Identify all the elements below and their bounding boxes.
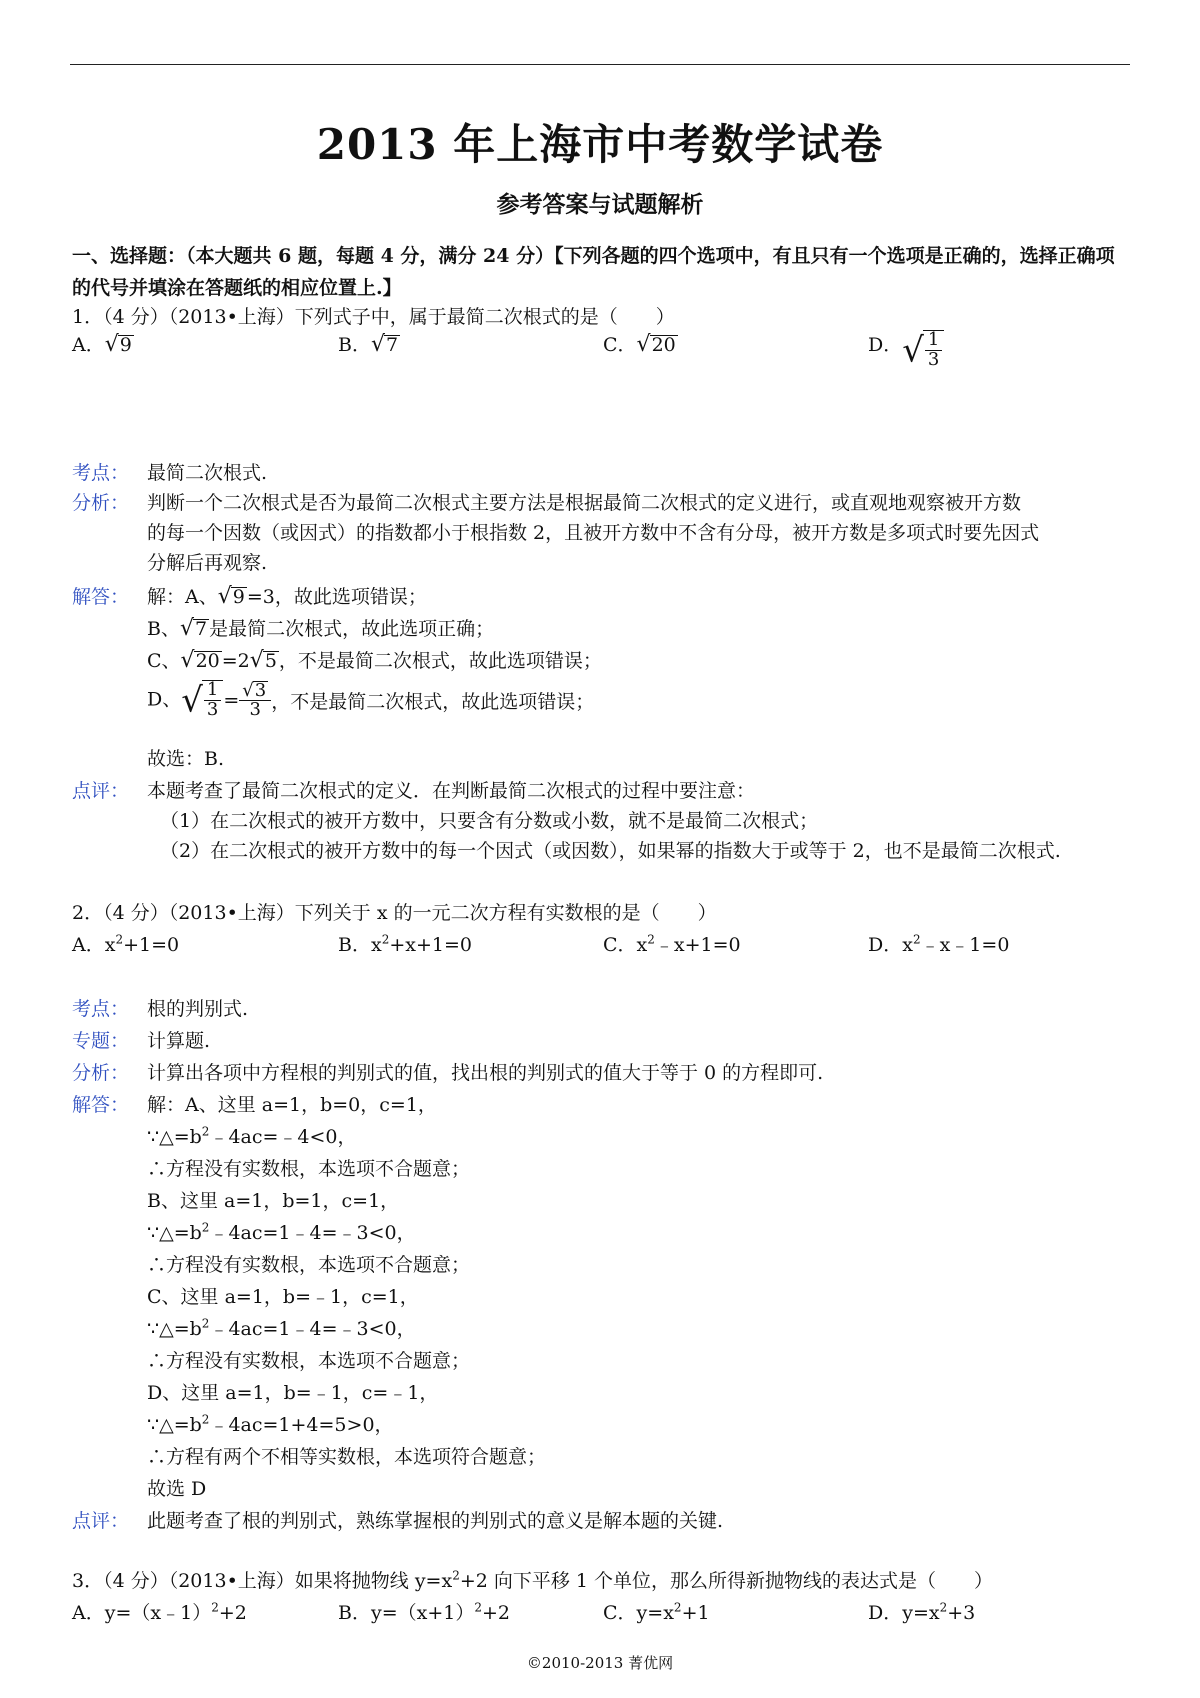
page-title: 2013 年上海市中考数学试卷: [316, 120, 884, 169]
q1-a-radicand: 9: [119, 334, 132, 356]
q2-stem: 2．（4 分）（2013•上海）下列关于 x 的一元二次方程有实数根的是（ ）: [72, 902, 717, 924]
q1-jieda-d: D、√ $\frac{1}{3}$ = $\frac{√3}{3}$ ，不是最简二次根式，故此选项错误；: [147, 679, 595, 721]
q2-zhuanti: 计算题.: [147, 1030, 211, 1052]
q1-dianping-line1: 本题考查了最简二次根式的定义．在判断最简二次根式的过程中要注意：: [147, 780, 756, 802]
q1-fenxi-line3: 分解后再观察.: [147, 552, 268, 574]
q1-d-fraction: $\frac{1}{3}$: [925, 331, 942, 370]
q2-option-b: B．$x^2+x+1=0$: [338, 932, 472, 956]
q3-option-a: A．y=（x﹣1）$^2$+2: [72, 1600, 247, 1624]
q2-jieda-line11: $\because\triangle=b^2﹣4ac=1+4=5>0$，: [147, 1412, 394, 1436]
q1-option-d: D．√ $\frac{1}{3}$: [868, 330, 944, 370]
section-heading: 一、选择题：（本大题共 6 题，每题 4 分，满分 24 分）【下列各题的四个选项中，有且只有一个选项是正确的，选择正确项的代号并填涂在答题纸的相应位置上.】: [72, 245, 1115, 299]
q1-dianping-line2: （1）在二次根式的被开方数中，只要含有分数或小数，就不是最简二次根式；: [160, 810, 819, 832]
q2-jieda-line7: C、这里 a=1，b=﹣1，c=1，: [147, 1286, 419, 1308]
q2-dianping: 此题考查了根的判别式，熟练掌握根的判别式的意义是解本题的关键.: [147, 1510, 724, 1532]
q1-option-c: C．√20: [603, 332, 676, 357]
q2-option-a: A．$x^2+1=0$: [72, 932, 180, 956]
q2-kaodian-label: 考点：: [72, 998, 130, 1020]
q2-fenxi: 计算出各项中方程根的判别式的值，找出根的判别式的值大于等于 0 的方程即可.: [147, 1062, 824, 1084]
q1-option-b: B．√7: [338, 332, 399, 357]
q2-zhuanti-label: 专题：: [72, 1030, 130, 1052]
page-subtitle: 参考答案与试题解析: [496, 191, 704, 218]
q2-jieda-line4: B、这里 a=1，b=1，c=1，: [147, 1190, 400, 1212]
q1-jieda-b: B、√7 是最简二次根式，故此选项正确；: [147, 616, 495, 641]
q1-jieda-a: 解：A、√9 =3，故此选项错误；: [147, 584, 427, 609]
q3-option-c: C．$y=x^2+1$: [603, 1600, 710, 1624]
header-rule: [70, 64, 1130, 65]
q1-dianping-line3: （2）在二次根式的被开方数中的每一个因式（或因数），如果幂的指数大于或等于 2，也不是最简二次根式.: [160, 840, 1061, 862]
q1-stem: 1．（4 分）（2013•上海）下列式子中，属于最简二次根式的是（ ）: [72, 306, 675, 328]
q1-b-radicand: 7: [386, 334, 399, 356]
q1-c-radicand: 20: [651, 334, 676, 356]
q1-kaodian-label: 考点：: [72, 462, 130, 484]
q2-jieda-line8: $\because\triangle=b^2﹣4ac=1﹣4=﹣3<0$，: [147, 1316, 416, 1340]
q1-option-a: A．√9: [72, 332, 132, 357]
q2-jieda-label: 解答：: [72, 1094, 130, 1116]
q1-fenxi-label: 分析：: [72, 492, 130, 514]
page-footer: ©2010-2013 菁优网: [526, 1654, 674, 1672]
q2-jieda-line13: 故选 D: [147, 1478, 207, 1500]
q1-dianping-label: 点评：: [72, 780, 130, 802]
q1-jieda-label: 解答：: [72, 586, 130, 608]
q2-jieda-line6: ∴方程没有实数根，本选项不合题意；: [147, 1254, 471, 1276]
q1-fenxi-line1: 判断一个二次根式是否为最简二次根式主要方法是根据最简二次根式的定义进行，或直观地观察被开方数: [147, 492, 1022, 514]
q2-option-d: D．$x^2﹣x﹣1=0$: [868, 932, 1010, 956]
q1-fenxi-line2: 的每一个因数（或因式）的指数都小于根指数 2，且被开方数中不含有分母，被开方数是多项式时要先因式: [147, 522, 1040, 544]
q2-fenxi-label: 分析：: [72, 1062, 130, 1084]
q2-jieda-line2: $\because\triangle=b^2﹣4ac=﹣4<0$，: [147, 1124, 357, 1148]
q3-stem: 3．（4 分）（2013•上海）如果将抛物线 $y=x^2+2$ 向下平移 1 个单位，那么所得新抛物线的表达式是（ ）: [72, 1568, 994, 1592]
q2-kaodian: 根的判别式.: [147, 998, 249, 1020]
q1-jieda-end: 故选：B.: [147, 748, 225, 770]
q1-jieda-c: C、√20 =2√5 ，不是最简二次根式，故此选项错误；: [147, 648, 602, 673]
q1-kaodian: 最简二次根式.: [147, 462, 268, 484]
q2-jieda-line9: ∴方程没有实数根，本选项不合题意；: [147, 1350, 471, 1372]
q2-option-c: C．$x^2﹣x+1=0$: [603, 932, 741, 956]
q2-jieda-line12: ∴方程有两个不相等实数根，本选项符合题意；: [147, 1446, 547, 1468]
q3-option-d: D．$y=x^2+3$: [868, 1600, 976, 1624]
q2-jieda-line1: 解：A、这里 a=1，b=0，c=1，: [147, 1094, 437, 1116]
q2-dianping-label: 点评：: [72, 1510, 130, 1532]
q3-option-b: B．$y=(x+1)^2+2$: [338, 1600, 511, 1624]
q2-jieda-line10: D、这里 a=1，b=﹣1，c=﹣1，: [147, 1382, 439, 1404]
q2-jieda-line5: $\because\triangle=b^2﹣4ac=1﹣4=﹣3<0$，: [147, 1220, 416, 1244]
q2-jieda-line3: ∴方程没有实数根，本选项不合题意；: [147, 1158, 471, 1180]
